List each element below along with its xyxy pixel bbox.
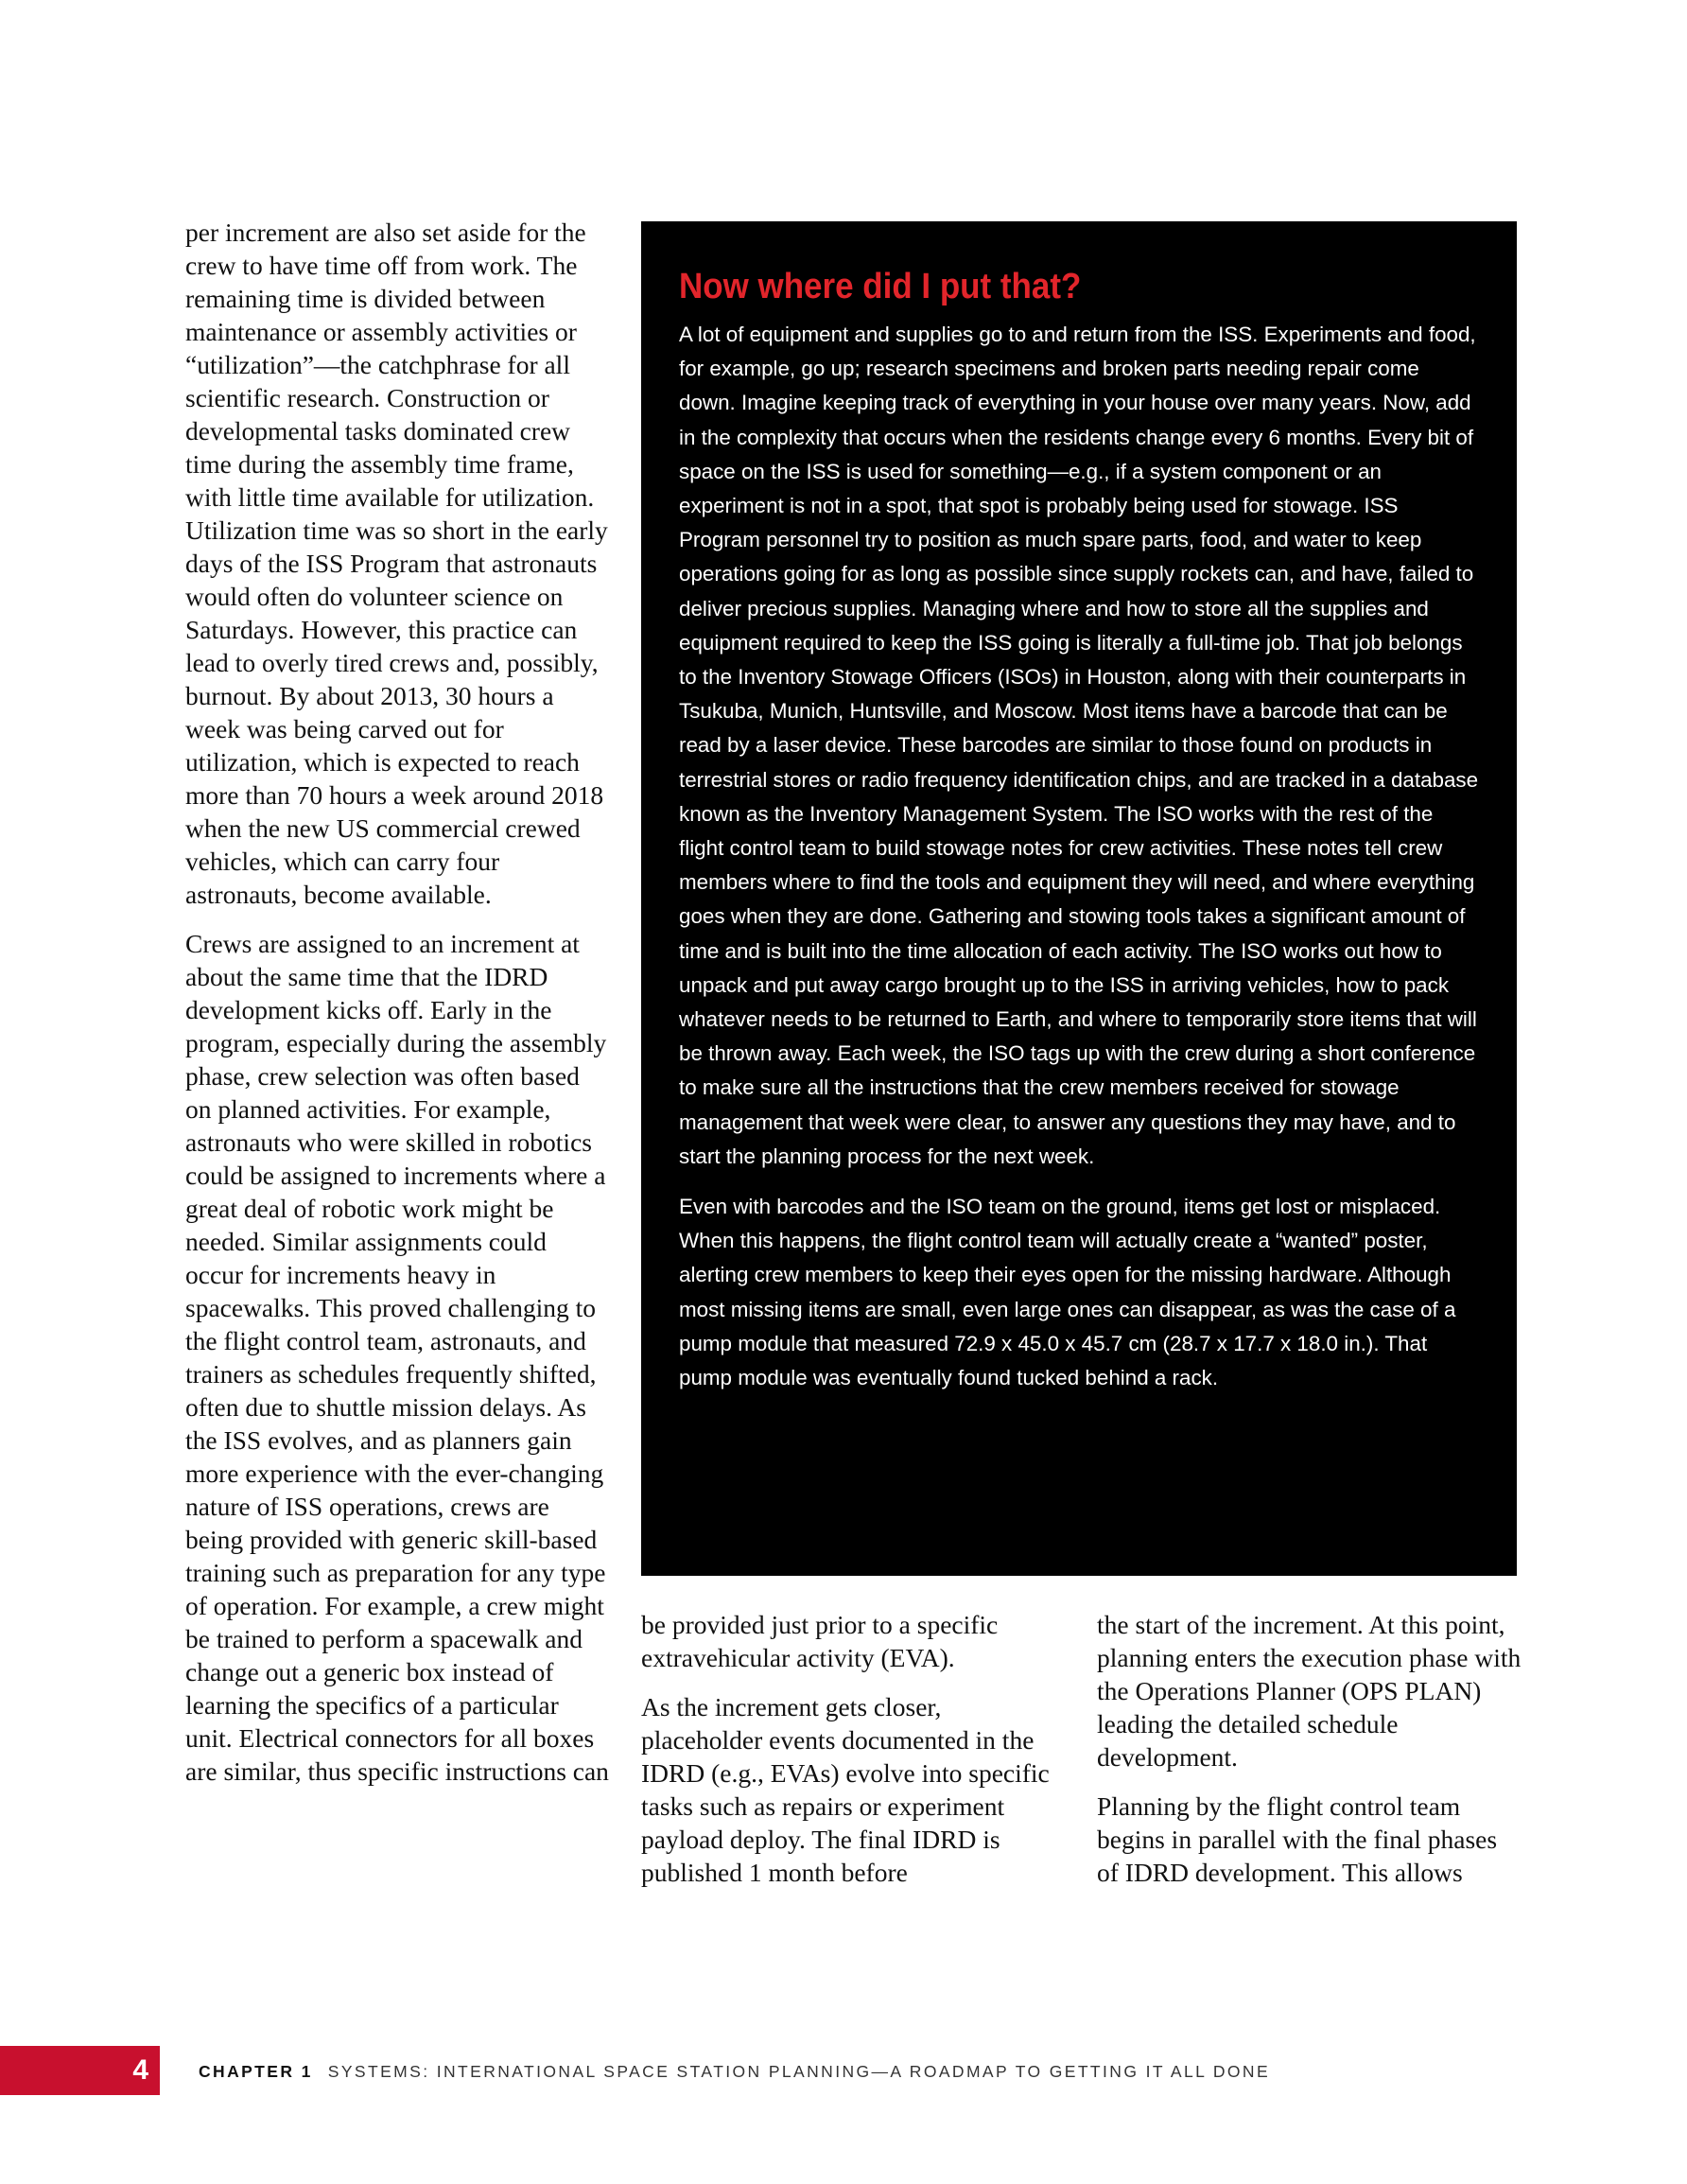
sidebar-text	[679, 318, 1481, 1395]
body-paragraph: As the increment gets closer, placeholder events documented in the IDRD (e.g., EVAs) evolve into specific tasks such as repairs or experiment payload deploy. The final IDRD is published 1 month before	[641, 1692, 1050, 1887]
body-column-middle	[641, 1608, 1067, 1905]
body-paragraph: the start of the increment. At this point, planning enters the execution phase with the Operations Planner (OPS PLAN) leading the detailed schedule development.	[1097, 1610, 1522, 1772]
chapter-title: SYSTEMS: INTERNATIONAL SPACE STATION PLANNING—A ROADMAP TO GETTING IT ALL DONE	[327, 2062, 1271, 2081]
sidebar-paragraph: A lot of equipment and supplies go to and return from the ISS. Experiments and food, for example, go up; research specimens and broken parts needing repair come down. Imagine keeping track of everything in your house over many years. Now, add in the complexity that occurs when the residents change every 6 months. Every bit of space on the ISS is used for something—e.g., if a system component or an experiment is not in a spot, that spot is probably being used for stowage. ISS Program personnel try to position as much spare parts, food, and water to keep operations going for as long as possible since supply rockets can, and have, failed to deliver precious supplies. Managing where and how to store all the supplies and equipment required to keep the ISS going is literally a full-time job. That job belongs to the Inventory Stowage Officers (ISOs) in Houston, along with their counterparts in Tsukuba, Munich, Huntsville, and Moscow. Most items have a barcode that can be read by a laser device. These barcodes are similar to those found on products in terrestrial stores or radio frequency identification chips, and are tracked in a database known as the Inventory Management System. The ISO works with the rest of the flight control team to build stowage notes for crew activities. These notes tell crew members where to find the tools and equipment they will need, and where everything goes when they are done. Gathering and stowing tools takes a significant amount of time and is built into the time allocation of each activity. The ISO works out how to unpack and put away cargo brought up to the ISS in arriving vehicles, how to pack whatever needs to be returned to Earth, and where to temporarily store items that will be thrown away. Each week, the ISO tags up with the crew during a short conference to make sure all the instructions that the crew members received for stowage management that week were clear, to answer any questions they may have, and to start the planning process for the next week.	[679, 323, 1479, 1168]
body-paragraph: Crews are assigned to an increment at about the same time that the IDRD development kicks off. Early in the program, especially during the assembly phase, crew selection was often based on planned activities. For example, astronauts who were skilled in robotics could be assigned to increments where a great deal of robotic work might be needed. Similar assignments could occur for increments heavy in spacewalks. This proved challenging to the flight control team, astronauts, and trainers as schedules frequently shifted, often due to shuttle mission delays. As the ISS evolves, and as planners gain more experience with the ever-changing nature of ISS operations, crews are being provided with generic skill-based training such as preparation for any type of operation. For example, a crew might be trained to perform a spacewalk and change out a generic box instead of learning the specifics of a particular unit. Electrical connectors for all boxes are similar, thus specific instructions can	[185, 929, 609, 1786]
body-paragraph: be provided just prior to a specific extravehicular activity (EVA).	[641, 1610, 999, 1672]
body-column-left	[185, 216, 609, 1804]
page-number: 4	[132, 2054, 148, 2086]
page-number-tab	[0, 2046, 160, 2095]
body-paragraph: Planning by the flight control team begins in parallel with the final phases of IDRD development. This allows	[1097, 1791, 1498, 1887]
body-paragraph: per increment are also set aside for the crew to have time off from work. The remaining time is divided between maintenance or assembly activities or “utilization”—the catchphrase for all scientific research. Construction or developmental tasks dominated crew time during the assembly time frame, with little time available for utilization. Utilization time was so short in the early days of the ISS Program that astronauts would often do volunteer science on Saturdays. However, this practice can lead to overly tired crews and, possibly, burnout. By about 2013, 30 hours a week was being carved out for utilization, which is expected to reach more than 70 hours a week around 2018 when the new US commercial crewed vehicles, which can carry four astronauts, become available.	[185, 218, 608, 909]
chapter-label: CHAPTER 1	[199, 2062, 313, 2081]
sidebar-title: Now where did I put that?	[679, 267, 1082, 306]
sidebar-paragraph: Even with barcodes and the ISO team on the ground, items get lost or misplaced. When this happens, the flight control team will actually create a “wanted” poster, alerting crew members to keep their eyes open for the missing hardware. Although most missing items are small, even large ones can disappear, as was the case of a pump module that measured 72.9 x 45.0 x 45.7 cm (28.7 x 17.7 x 18.0 in.). That pump module was eventually found tucked behind a rack.	[679, 1195, 1456, 1390]
body-column-right	[1097, 1608, 1522, 1905]
sidebar-box	[641, 221, 1517, 1576]
running-footer	[199, 2060, 1270, 2083]
